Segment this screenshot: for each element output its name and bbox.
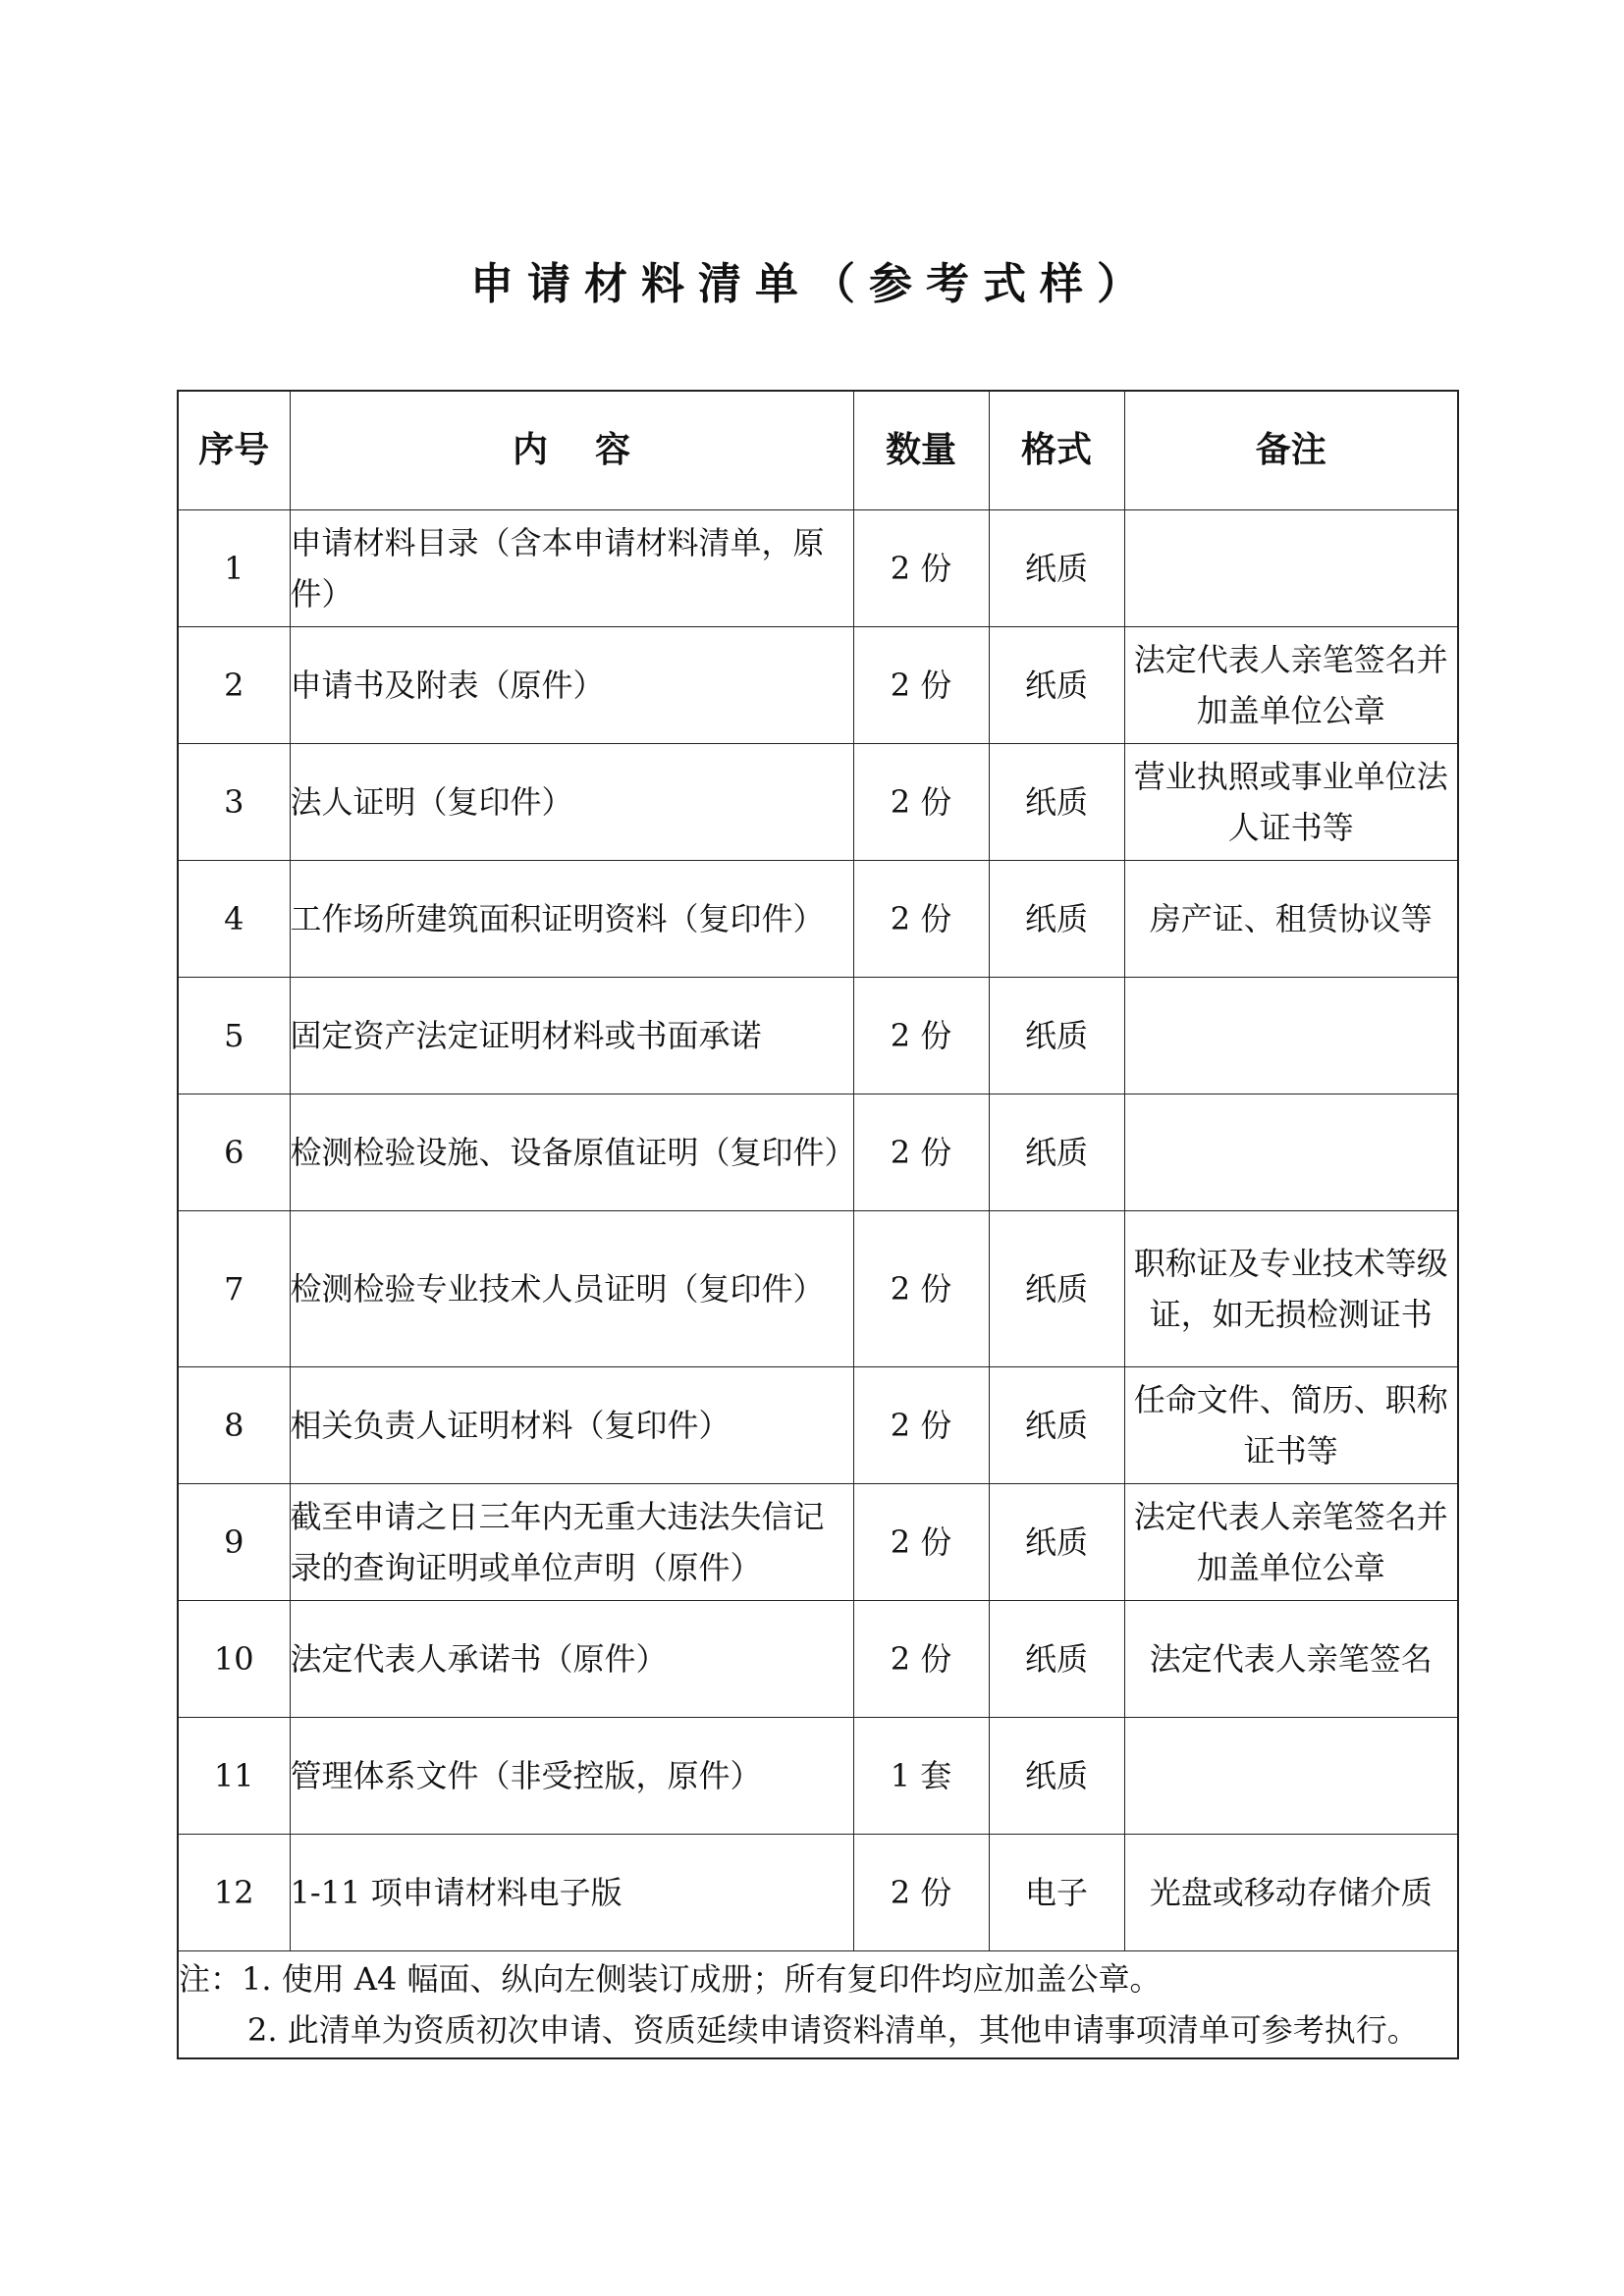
table-header-row (178, 391, 1458, 510)
cell-format: 纸质 (989, 1718, 1124, 1835)
cell-qty: 1 套 (853, 1718, 989, 1835)
cell-no: 1 (178, 510, 290, 627)
cell-qty: 2 份 (853, 1211, 989, 1367)
cell-content: 管理体系文件（非受控版，原件） (290, 1718, 853, 1835)
cell-remark: 法定代表人亲笔签名并加盖单位公章 (1124, 627, 1458, 744)
cell-content: 工作场所建筑面积证明资料（复印件） (290, 861, 853, 978)
cell-qty: 2 份 (853, 1367, 989, 1484)
header-content: 内容 (290, 391, 853, 510)
cell-qty: 2 份 (853, 1835, 989, 1951)
cell-format: 纸质 (989, 861, 1124, 978)
cell-format: 纸质 (989, 627, 1124, 744)
cell-content: 相关负责人证明材料（复印件） (290, 1367, 853, 1484)
cell-qty: 2 份 (853, 978, 989, 1095)
table-row (178, 510, 1458, 627)
cell-remark (1124, 510, 1458, 627)
cell-content: 截至申请之日三年内无重大违法失信记录的查询证明或单位声明（原件） (290, 1484, 853, 1601)
header-no: 序号 (178, 391, 290, 510)
table-row (178, 978, 1458, 1095)
cell-remark: 法定代表人亲笔签名 (1124, 1601, 1458, 1718)
header-qty: 数量 (853, 391, 989, 510)
cell-no: 8 (178, 1367, 290, 1484)
cell-remark: 法定代表人亲笔签名并加盖单位公章 (1124, 1484, 1458, 1601)
table-row (178, 1601, 1458, 1718)
cell-format: 纸质 (989, 1601, 1124, 1718)
cell-format: 纸质 (989, 978, 1124, 1095)
cell-remark: 房产证、租赁协议等 (1124, 861, 1458, 978)
cell-format: 纸质 (989, 744, 1124, 861)
notes-cell (178, 1951, 1458, 2059)
cell-no: 11 (178, 1718, 290, 1835)
cell-no: 6 (178, 1095, 290, 1211)
table-row (178, 1367, 1458, 1484)
cell-remark: 任命文件、简历、职称证书等 (1124, 1367, 1458, 1484)
cell-no: 7 (178, 1211, 290, 1367)
cell-qty: 2 份 (853, 861, 989, 978)
table-row (178, 1095, 1458, 1211)
cell-remark: 职称证及专业技术等级证，如无损检测证书 (1124, 1211, 1458, 1367)
cell-content: 申请材料目录（含本申请材料清单，原件） (290, 510, 853, 627)
cell-content: 申请书及附表（原件） (290, 627, 853, 744)
table-row (178, 1484, 1458, 1601)
cell-content: 1-11 项申请材料电子版 (290, 1835, 853, 1951)
cell-remark (1124, 978, 1458, 1095)
cell-remark (1124, 1718, 1458, 1835)
materials-table (177, 390, 1459, 2059)
cell-content: 检测检验专业技术人员证明（复印件） (290, 1211, 853, 1367)
cell-format: 纸质 (989, 1211, 1124, 1367)
cell-remark: 营业执照或事业单位法人证书等 (1124, 744, 1458, 861)
table-row (178, 627, 1458, 744)
cell-no: 4 (178, 861, 290, 978)
cell-content: 法人证明（复印件） (290, 744, 853, 861)
table-row (178, 1211, 1458, 1367)
cell-no: 5 (178, 978, 290, 1095)
cell-format: 纸质 (989, 1367, 1124, 1484)
cell-qty: 2 份 (853, 510, 989, 627)
table-row (178, 861, 1458, 978)
cell-no: 10 (178, 1601, 290, 1718)
cell-remark (1124, 1095, 1458, 1211)
cell-qty: 2 份 (853, 744, 989, 861)
cell-remark: 光盘或移动存储介质 (1124, 1835, 1458, 1951)
table-row (178, 1835, 1458, 1951)
cell-format: 纸质 (989, 1095, 1124, 1211)
cell-no: 2 (178, 627, 290, 744)
cell-qty: 2 份 (853, 1601, 989, 1718)
cell-qty: 2 份 (853, 627, 989, 744)
cell-content: 固定资产法定证明材料或书面承诺 (290, 978, 853, 1095)
cell-no: 12 (178, 1835, 290, 1951)
cell-format: 纸质 (989, 1484, 1124, 1601)
table-row (178, 1718, 1458, 1835)
cell-format: 电子 (989, 1835, 1124, 1951)
header-format: 格式 (989, 391, 1124, 510)
cell-content: 法定代表人承诺书（原件） (290, 1601, 853, 1718)
note-1: 注：1. 使用 A4 幅面、纵向左侧装订成册；所有复印件均应加盖公章。 (179, 1960, 1162, 1998)
note-2: 2. 此清单为资质初次申请、资质延续申请资料清单，其他申请事项清单可参考执行。 (247, 2011, 1419, 2049)
header-remark: 备注 (1124, 391, 1458, 510)
cell-qty: 2 份 (853, 1484, 989, 1601)
cell-format: 纸质 (989, 510, 1124, 627)
cell-qty: 2 份 (853, 1095, 989, 1211)
notes-row (178, 1951, 1458, 2059)
cell-no: 3 (178, 744, 290, 861)
page-title: 申请材料清单（参考式样） (470, 259, 1154, 309)
table-row (178, 744, 1458, 861)
cell-no: 9 (178, 1484, 290, 1601)
cell-content: 检测检验设施、设备原值证明（复印件） (290, 1095, 853, 1211)
